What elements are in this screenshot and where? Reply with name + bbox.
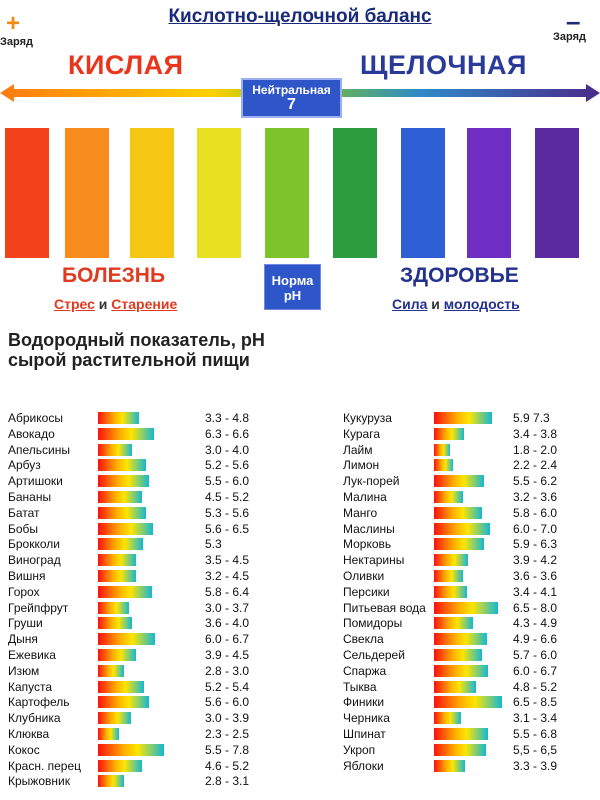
food-row [8,773,298,789]
food-row [8,663,298,679]
ph-bar [434,507,482,519]
ph-bar [98,491,142,503]
ph-bar [434,649,482,661]
ph-range: 4.6 - 5.2 [205,758,250,773]
ph-range: 3.4 - 3.8 [513,426,558,441]
food-row [8,679,298,695]
ph-bar [434,602,498,614]
food-name: Манго [343,505,378,520]
food-name: Горох [8,584,40,599]
ph-bar [98,728,119,740]
food-row [343,679,593,695]
food-row [8,600,298,616]
stress-word: Стрес [54,296,95,312]
plus-icon: + [6,10,21,37]
food-name: Красн. перец [8,758,82,773]
food-name: Укроп [343,742,376,757]
ph-range: 2.8 - 3.0 [205,663,250,678]
ph-range: 3.0 - 3.7 [205,600,250,615]
ph-range: 5.3 - 5.6 [205,505,250,520]
ph-bar [98,554,136,566]
food-name: Шпинат [343,727,386,741]
ph-range: 4.8 - 5.2 [513,679,558,694]
ph-range: 2.3 - 2.5 [205,727,250,741]
ph-band-8 [467,128,511,258]
food-row [343,615,593,631]
ph-range: 6.0 - 6.7 [513,663,558,678]
food-name: Спаржа [343,663,387,678]
food-name: Артишоки [8,474,63,489]
ph-range: 6.5 - 8.5 [513,695,558,710]
food-name: Клубника [8,711,61,726]
food-name: Черника [343,711,390,726]
food-row [343,521,593,537]
food-row [343,584,593,600]
ph-bar [98,649,136,661]
ph-bar [98,775,124,787]
food-name: Лимон [343,458,380,473]
food-row [8,726,298,742]
food-name: Изюм [8,663,40,678]
food-row [343,758,593,774]
food-row [8,615,298,631]
food-row [8,758,298,774]
ph-bar [98,538,143,550]
neutral-box [241,78,342,118]
ph-range: 5.2 - 5.6 [205,458,250,473]
aging-word: Старение [111,296,178,312]
alkaline-label: ЩЕЛОЧНАЯ [360,50,527,80]
youth-word: молодость [443,296,520,312]
ph-bar [434,681,476,693]
food-list-right [343,410,593,790]
food-name: Картофель [8,695,70,710]
food-name: Апельсины [8,442,70,457]
food-name: Арбуз [8,458,41,473]
page-title: Кислотно-щелочной баланс [168,6,432,27]
food-name: Курага [343,426,380,441]
ph-range: 3.3 - 3.9 [513,758,558,773]
ph-range: 5.5 - 6.8 [513,727,558,741]
ph-bar [98,428,154,440]
food-row [8,426,298,442]
ph-range: 3.4 - 4.1 [513,584,558,599]
ph-bar [98,444,132,456]
food-row [8,505,298,521]
ph-range: 5.9 - 6.3 [513,537,558,552]
ph-bar [98,760,142,772]
food-name: Кукуруза [343,411,392,425]
food-row [343,568,593,584]
food-row [8,521,298,537]
ph-range: 3.6 - 4.0 [205,616,250,631]
ph-range: 5.6 - 6.0 [205,695,250,710]
ph-range: 3.5 - 4.5 [205,553,250,568]
ph-bar [434,491,463,503]
ph-bar [98,586,152,598]
food-row [343,536,593,552]
food-row [343,442,593,458]
food-name: Малина [343,490,387,504]
food-row [8,631,298,647]
ph-band-1 [5,128,49,258]
food-row [8,552,298,568]
food-name: Клюква [8,727,50,741]
ph-bar [434,444,450,456]
ph-range: 3.2 - 4.5 [205,569,250,583]
ph-bar [98,523,153,535]
ph-range: 5.9 7.3 [513,411,550,425]
food-row [8,442,298,458]
table-heading-line2: сырой растительной пищи [8,350,250,370]
neutral-value: 7 [287,96,296,113]
ph-bar [434,475,484,487]
food-name: Авокадо [8,426,55,441]
ph-bar [434,459,453,471]
ph-band-5 [265,128,309,258]
and-word-left: и [98,296,108,312]
food-row [8,584,298,600]
ph-band-2 [65,128,109,258]
ph-range: 3.9 - 4.5 [205,648,250,662]
food-name: Ежевика [8,648,56,662]
ph-range: 5.3 [205,537,222,552]
ph-band-3 [130,128,174,258]
ph-bar [98,602,129,614]
food-name: Помидоры [343,616,403,631]
ph-range: 5.7 - 6.0 [513,648,558,662]
food-name: Маслины [343,521,395,536]
food-name: Бобы [8,521,39,536]
food-name: Крыжовник [8,774,70,789]
ph-range: 5.5 - 7.8 [205,742,250,757]
ph-range: 2.2 - 2.4 [513,458,558,473]
ph-range: 5.5 - 6.2 [513,474,558,489]
ph-range: 4.5 - 5.2 [205,490,250,504]
food-name: Лук-порей [343,474,400,489]
food-row [343,647,593,663]
food-row [343,631,593,647]
ph-range: 5.2 - 5.4 [205,679,250,694]
food-row [8,647,298,663]
ph-bar [98,712,131,724]
ph-range: 1.8 - 2.0 [513,442,558,457]
food-row [8,536,298,552]
norm-label: Норма [271,273,314,288]
food-name: Свекла [343,632,384,647]
food-name: Оливки [343,569,385,583]
food-row [343,600,593,616]
food-name: Бананы [8,490,52,504]
ph-range: 6.0 - 6.7 [205,632,250,647]
ph-bar [434,412,492,424]
ph-bar [98,617,132,629]
food-name: Вишня [8,569,46,583]
ph-bar [98,696,149,708]
food-name: Абрикосы [8,411,63,425]
ph-range: 4.9 - 6.6 [513,632,558,647]
disease-label: БОЛЕЗНЬ [62,264,166,287]
food-name: Брокколи [8,537,60,552]
food-name: Виноград [8,553,61,568]
ph-bar [434,554,468,566]
strength-word: Сила [392,296,428,312]
food-row [343,505,593,521]
food-row [8,489,298,505]
ph-bar [98,744,164,756]
ph-bar [434,712,461,724]
food-row [343,489,593,505]
food-row [8,473,298,489]
ph-range: 5,5 - 6,5 [513,742,558,757]
ph-band-9 [535,128,579,258]
stress-aging-caption [54,296,177,312]
ph-bar [434,760,465,772]
ph-range: 5.6 - 6.5 [205,521,250,536]
food-row [8,568,298,584]
food-name: Финики [343,695,385,710]
acid-label: КИСЛАЯ [68,50,184,80]
ph-band-6 [333,128,377,258]
ph-bar [434,617,473,629]
ph-bar [98,475,149,487]
ph-bar [98,507,146,519]
food-row [343,663,593,679]
neutral-label: Нейтральная [252,83,331,97]
ph-bar [434,428,464,440]
food-name: Капуста [8,679,53,694]
ph-bar [434,728,488,740]
food-name: Батат [8,505,40,520]
food-name: Тыква [343,679,377,694]
ph-bar [98,570,136,582]
food-row [8,742,298,758]
food-row [343,742,593,758]
ph-bar [98,633,155,645]
ph-bar [434,665,488,677]
food-row [343,710,593,726]
food-row [343,457,593,473]
table-heading [8,330,265,370]
ph-bar [434,538,484,550]
ph-range: 3.9 - 4.2 [513,553,558,568]
ph-range: 2.8 - 3.1 [205,774,250,789]
food-row [343,552,593,568]
food-row [343,726,593,742]
ph-range: 6.0 - 7.0 [513,521,558,536]
ph-band-7 [401,128,445,258]
ph-range: 5.8 - 6.4 [205,584,250,599]
and-word-right: и [431,296,440,312]
food-name: Нектарины [343,553,405,568]
food-name: Дыня [8,632,38,647]
food-row [343,426,593,442]
ph-bar [98,681,144,693]
food-name: Персики [343,584,390,599]
food-name: Морковь [343,537,392,552]
food-row [343,473,593,489]
ph-bar [434,633,487,645]
ph-bar [98,412,139,424]
food-row [8,457,298,473]
food-name: Грейпфрут [8,600,69,615]
food-name: Питьевая вода [343,600,426,615]
food-row [8,694,298,710]
ph-range: 6.5 - 8.0 [513,600,558,615]
ph-bar [434,570,463,582]
ph-range: 5.8 - 6.0 [513,505,558,520]
food-row [343,410,593,426]
table-heading-line1: Водородный показатель, pH [8,330,265,350]
food-name: Яблоки [343,758,384,773]
food-name: Лайм [343,442,373,457]
ph-range: 3.6 - 3.6 [513,569,558,583]
ph-range: 6.3 - 6.6 [205,426,250,441]
food-list-left [8,410,298,790]
charge-left-label: Заряд [0,36,33,48]
ph-band-4 [197,128,241,258]
ph-range: 3.0 - 3.9 [205,711,250,726]
ph-range: 5.5 - 6.0 [205,474,250,489]
ph-range: 3.2 - 3.6 [513,490,558,504]
ph-bar [98,459,146,471]
ph-bar [434,744,486,756]
ph-bar [434,523,490,535]
food-row [343,694,593,710]
ph-bar [434,696,502,708]
food-row [8,410,298,426]
norm-ph-box [264,264,321,310]
charge-right-label: Заряд [553,31,586,43]
ph-range: 3.1 - 3.4 [513,711,558,726]
ph-range: 3.3 - 4.8 [205,411,250,425]
ph-range: 3.0 - 4.0 [205,442,250,457]
ph-bar [434,586,467,598]
norm-ph-label: pH [283,288,302,303]
ph-range: 4.3 - 4.9 [513,616,558,631]
strength-youth-caption [392,296,520,312]
health-label: ЗДОРОВЬЕ [400,264,519,287]
food-name: Кокос [8,742,40,757]
ph-bar [98,665,124,677]
food-name: Груши [8,616,43,631]
food-row [8,710,298,726]
minus-icon: – [566,6,581,36]
food-name: Сельдерей [343,648,405,662]
